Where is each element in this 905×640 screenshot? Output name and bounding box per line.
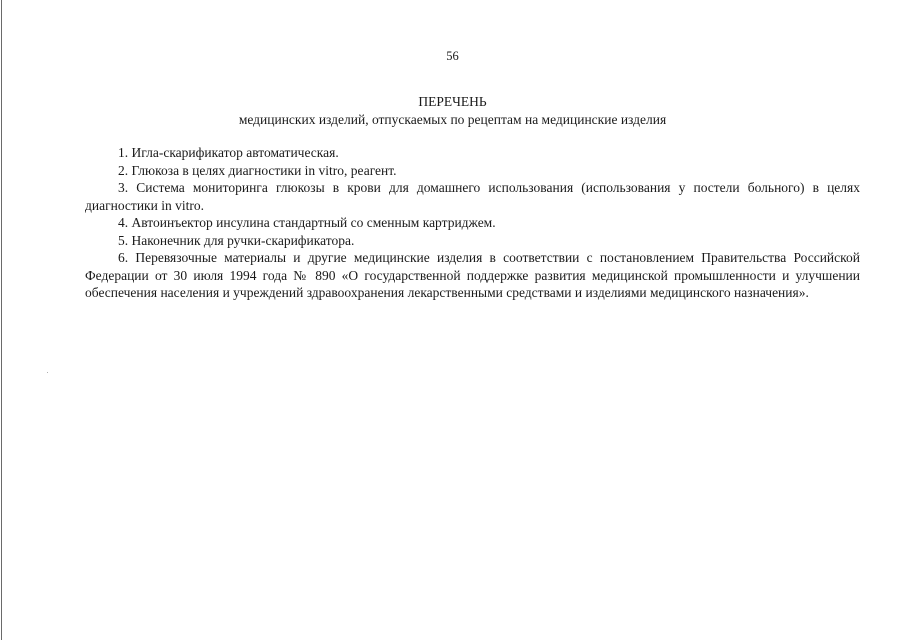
page-number: 56 (446, 49, 459, 63)
list-item: 3. Система мониторинга глюкозы в крови для домашнего использования (использования у постели больного) в целях диагностики in vitro. (85, 180, 860, 213)
document-title: ПЕРЕЧЕНЬ (418, 94, 487, 109)
scan-speck (47, 372, 48, 373)
device-list (85, 144, 860, 302)
document-subtitle: медицинских изделий, отпускаемых по рецептам на медицинские изделия (238, 112, 667, 127)
list-item: 5. Наконечник для ручки-скарификатора. (118, 232, 355, 248)
list-item: 1. Игла-скарификатор автоматическая. (118, 145, 339, 160)
list-item: 6. Перевязочные материалы и другие медицинские изделия в соответствии с постановлением Правительства Российской Федерации от 30 июля 1994 года № 890 «О государственной поддержке развития медицинской промышленности и улучшении обеспечения населения и учреждений здравоохранения лекарственными средствами и изделиями медицинского назначения». (85, 250, 860, 300)
list-item: 2. Глюкоза в целях диагностики in vitro, реагент. (118, 162, 397, 178)
list-item: 4. Автоинъектор инсулина стандартный со сменным картриджем. (118, 215, 496, 230)
